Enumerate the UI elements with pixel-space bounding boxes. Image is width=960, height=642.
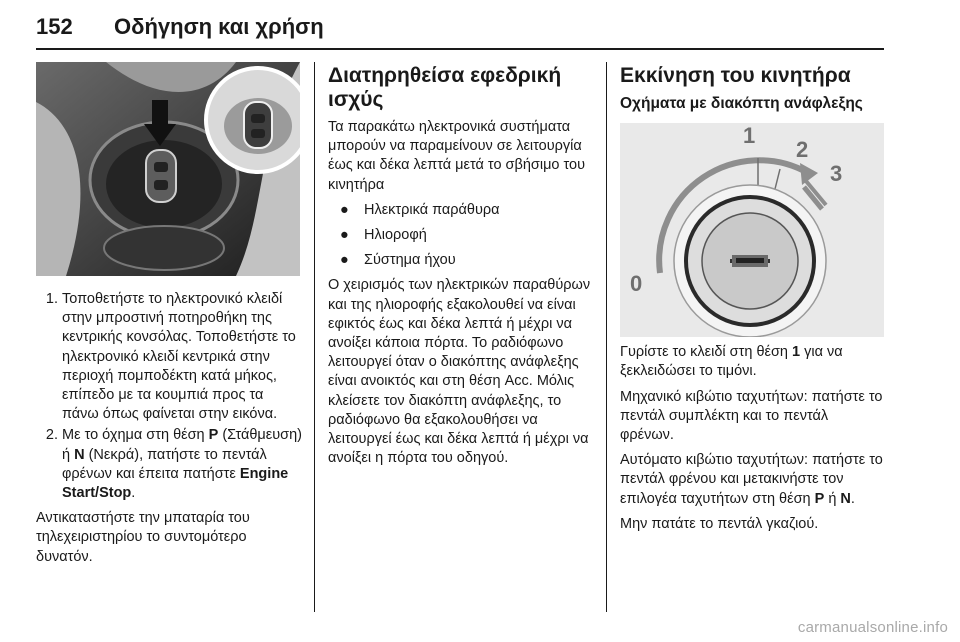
paragraph: Μην πατάτε το πεντάλ γκαζιού.	[620, 515, 819, 532]
list-item	[62, 290, 302, 424]
position-0-label: 0	[630, 271, 643, 297]
watermark-logo: carmanualsonline.info	[797, 619, 948, 636]
bullet-icon: ●	[340, 252, 349, 269]
list-item	[62, 426, 302, 503]
section-heading: Διατηρηθείσα εφεδρική ισχύς	[328, 64, 562, 111]
step-2-text-d: .	[131, 485, 136, 502]
column-right	[620, 62, 885, 534]
list-item	[340, 201, 596, 220]
position-3-label: 3	[830, 161, 843, 187]
intro-paragraph: Τα παρακάτω ηλεκτρονικά συστήματα μπορούν να παραμείνουν σε λειτουργία έως και δέκα λεπτά μετά το σβήσιμο του κινητήρα	[328, 119, 586, 193]
ignition-switch-illustration	[620, 123, 884, 337]
list-item	[340, 251, 596, 270]
gear-p-label: P	[814, 490, 825, 507]
text: .	[850, 490, 855, 507]
position-2-label: 2	[796, 137, 809, 163]
column-left	[36, 62, 302, 567]
gear-n-label: N	[74, 446, 85, 463]
battery-note: Αντικαταστήστε την μπαταρία του τηλεχειριστηρίου το συντομότερο δυνατόν.	[36, 510, 250, 565]
engine-start-stop-label: Engine Start/Stop	[62, 465, 289, 502]
key-position-label: 1	[792, 344, 801, 361]
paragraph	[620, 451, 885, 509]
gear-n-label: N	[840, 490, 851, 507]
paragraph	[620, 343, 885, 381]
step-1-text: Τοποθετήστε το ηλεκτρονικό κλειδί στην μπροστινή ποτηροθήκη της κεντρικής κονσόλας. Τοποθετήστε το ηλεκτρονικό κλειδί κεντρικά στην περιοχή πομποδέκτη κατά μήκος, επίπεδο με τα κουμπιά προς τα πάνω όπως φαίνεται στην εικόνα.	[62, 291, 296, 423]
bullet-text: Ηλεκτρικά παράθυρα	[364, 201, 500, 218]
subsection-heading: Οχήματα με διακόπτη ανάφλεξης	[620, 95, 863, 112]
body-paragraph: Ο χειρισμός των ηλεκτρικών παραθύρων και της ηλιοροφής εξακολουθεί να είναι εφικτός έως και δέκα λεπτά ή μέχρι να ανοίξει κάποια πόρτα. Το ραδιόφωνο λειτουργεί όταν ο διακόπτης ανάφλεξης είναι ανοικτός και στη θέση Acc. Μόλις κλείσετε τον διακόπτη ανάφλεξης, το ραδιόφωνο θα εξακολουθήσει να λειτουργεί έως και δέκα λεπτά ή μέχρι να ανοίξει η πόρτα του οδηγού.	[328, 277, 591, 467]
step-2-text-b: (Στάθμευση) ή	[62, 427, 303, 463]
step-2-text-a: Με το όχημα στη θέση	[62, 427, 209, 444]
bullet-text: Σύστημα ήχου	[364, 252, 456, 269]
key-slot-figure	[36, 62, 300, 276]
bullet-icon: ●	[340, 227, 349, 244]
text: Γυρίστε το κλειδί στη θέση	[620, 344, 793, 361]
step-2-text-c: (Νεκρά), πατήστε το πεντάλ φρένων και έπειτα πατήστε	[62, 446, 267, 482]
text: Αυτόματο κιβώτιο ταχυτήτων: πατήστε το πεντάλ φρένου και μετακινήστε τον επιλογέα ταχυτήτων στη θέση	[620, 452, 883, 507]
bullet-text: Ηλιοροφή	[364, 227, 427, 244]
list-item	[340, 226, 596, 245]
paragraph: Μηχανικό κιβώτιο ταχυτήτων: πατήστε το πεντάλ συμπλέκτη και το πεντάλ φρένων.	[620, 388, 883, 444]
bullet-icon: ●	[340, 201, 349, 218]
page-number: 152	[36, 14, 73, 39]
cupholder-key-illustration	[36, 62, 300, 276]
position-1-label: 1	[743, 123, 756, 149]
steps-list	[36, 290, 302, 503]
column-middle	[328, 62, 596, 468]
column-divider	[314, 62, 315, 612]
bullet-list	[328, 201, 596, 271]
column-divider	[606, 62, 607, 612]
running-title: Οδήγηση και χρήση	[114, 14, 324, 39]
section-heading: Εκκίνηση του κινητήρα	[620, 64, 851, 87]
gear-p-label: P	[208, 427, 219, 444]
text: για να ξεκλειδώσει το τιμόνι.	[620, 344, 843, 380]
text: ή	[824, 490, 841, 507]
ignition-switch-figure	[620, 123, 884, 337]
header-rule	[36, 48, 884, 50]
